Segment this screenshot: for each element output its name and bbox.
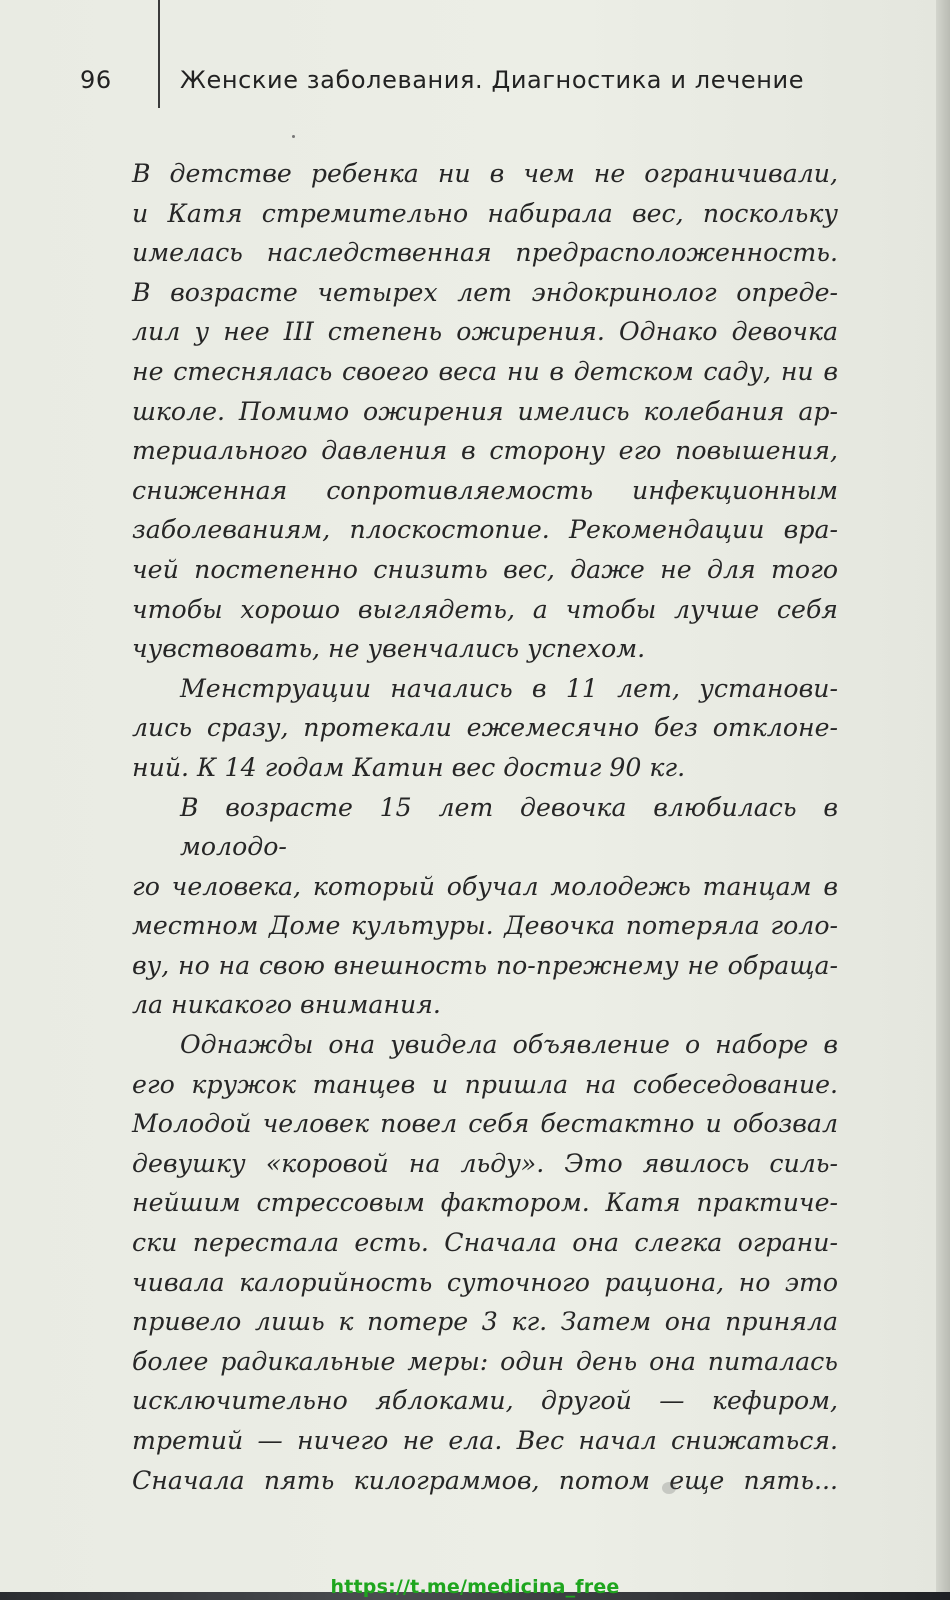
text-line: В возрасте 15 лет девочка влюбилась в молодо- bbox=[180, 792, 838, 862]
text-line: лись сразу, протекали ежемесячно без отклоне- bbox=[132, 713, 838, 743]
text-line: лил у нее III степень ожирения. Однако девочка bbox=[132, 317, 838, 347]
text-line: местном Доме культуры. Девочка потеряла голо- bbox=[132, 911, 838, 941]
text-line: чей постепенно снизить вес, даже не для того bbox=[132, 554, 838, 584]
text-line: чтобы хорошо выглядеть, а чтобы лучше себя bbox=[132, 594, 838, 624]
text-line: Молодой человек повел себя бестактно и обозвал bbox=[132, 1109, 838, 1139]
text-line: более радикальные меры: один день она питалась bbox=[132, 1346, 838, 1376]
text-line: В возрасте четырех лет эндокринолог опреде- bbox=[132, 277, 838, 307]
text-line: его кружок танцев и пришла на собеседование. bbox=[132, 1069, 838, 1099]
print-speck bbox=[292, 135, 295, 138]
text-line: ву, но на свою внешность по-прежнему не обраща- bbox=[132, 950, 838, 980]
text-line: привело лишь к потере 3 кг. Затем она приняла bbox=[132, 1307, 838, 1337]
text-line: териального давления в сторону его повышения, bbox=[132, 436, 838, 466]
text-line: нейшим стрессовым фактором. Катя практиче- bbox=[132, 1188, 838, 1218]
text-line: не стеснялась своего веса ни в детском саду, ни в bbox=[132, 356, 838, 386]
page-spine-shadow bbox=[936, 0, 950, 1600]
text-line: ла никакого внимания. bbox=[132, 990, 441, 1020]
text-line: Однажды она увидела объявление о наборе в bbox=[180, 1030, 838, 1060]
text-line: го человека, который обучал молодежь танцам в bbox=[132, 871, 838, 901]
text-line: Сначала пять килограммов, потом еще пять... bbox=[132, 1465, 838, 1495]
page-number: 96 bbox=[80, 66, 112, 94]
telegram-link[interactable]: https://t.me/medicina_free bbox=[330, 1576, 620, 1598]
text-line: заболеваниям, плоскостопие. Рекомендации вра- bbox=[132, 515, 838, 545]
text-line: ски перестала есть. Сначала она слегка ограни- bbox=[132, 1228, 838, 1258]
text-line: и Катя стремительно набирала вес, поскольку bbox=[132, 198, 838, 228]
text-line: школе. Помимо ожирения имелись колебания ар- bbox=[132, 396, 838, 426]
text-line: В детстве ребенка ни в чем не ограничивали, bbox=[132, 159, 838, 188]
text-line: имелась наследственная предрасположенность. bbox=[132, 238, 838, 268]
text-line: чивала калорийность суточного рациона, но это bbox=[132, 1267, 838, 1297]
running-title: Женские заболевания. Диагностика и лечение bbox=[180, 66, 805, 94]
text-line: сниженная сопротивляемость инфекционным bbox=[132, 475, 838, 505]
body-text bbox=[132, 154, 838, 1500]
text-line: исключительно яблоками, другой — кефиром, bbox=[132, 1386, 838, 1416]
text-line: Менструации начались в 11 лет, установи- bbox=[180, 673, 838, 703]
text-line: чувствовать, не увенчались успехом. bbox=[132, 634, 646, 664]
text-line: ний. К 14 годам Катин вес достиг 90 кг. bbox=[132, 752, 686, 782]
page-header bbox=[80, 66, 840, 106]
text-line: третий — ничего не ела. Вес начал снижаться. bbox=[132, 1426, 838, 1455]
print-smudge bbox=[662, 1482, 676, 1494]
text-line: девушку «коровой на льду». Это явилось силь- bbox=[132, 1148, 838, 1178]
